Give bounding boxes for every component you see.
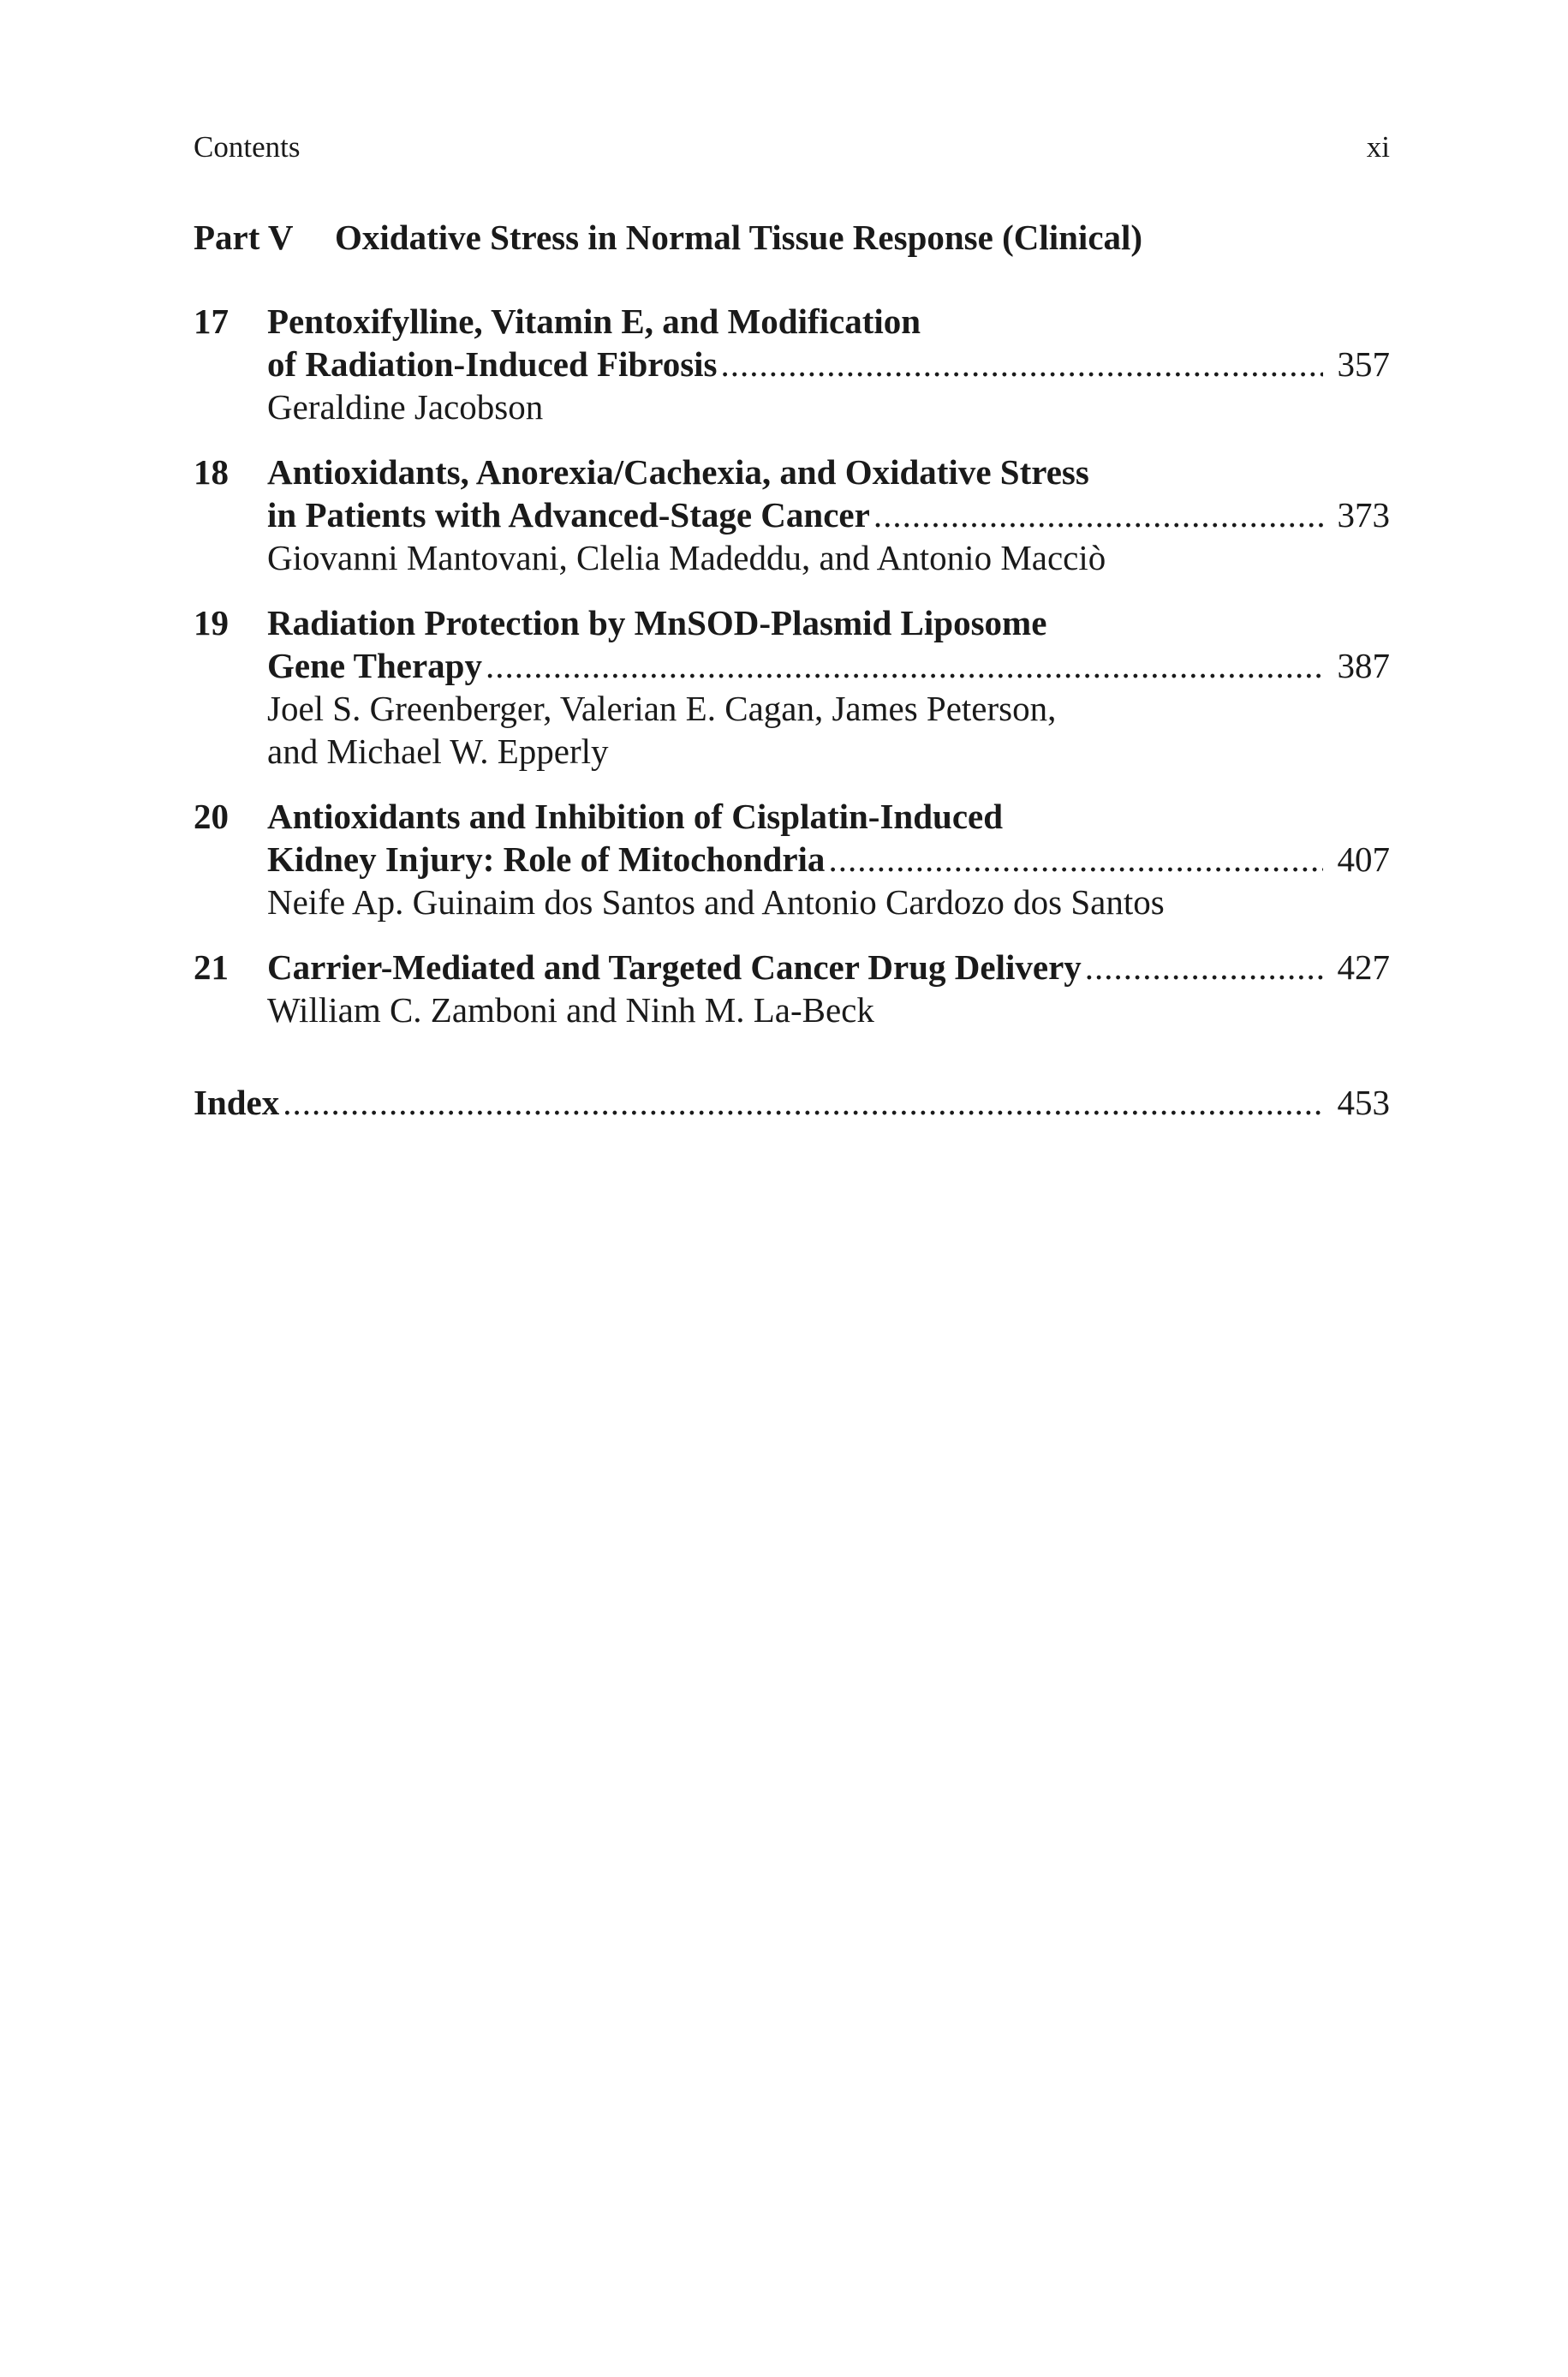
chapter-number: 20 xyxy=(194,797,229,836)
chapter-title-line-2 xyxy=(267,644,1390,687)
chapter-title-text: Kidney Injury: Role of Mitochondria xyxy=(267,839,826,879)
table-of-contents xyxy=(194,300,1390,1031)
chapter-title-text: Gene Therapy xyxy=(267,646,482,685)
chapter-authors: Geraldine Jacobson xyxy=(267,387,544,427)
chapter-number: 21 xyxy=(194,947,229,987)
chapter-number: 19 xyxy=(194,603,229,642)
dot-leader xyxy=(721,343,1323,385)
chapter-title-text: Carrier-Mediated and Targeted Cancer Drug Delivery xyxy=(267,947,1082,987)
chapter-page-number: 387 xyxy=(1337,646,1390,685)
toc-entry-19[interactable] xyxy=(194,601,1390,773)
toc-entry-17[interactable] xyxy=(194,300,1390,428)
page-number: xi xyxy=(1366,130,1390,164)
chapter-title-line-2 xyxy=(267,838,1390,881)
chapter-number: 17 xyxy=(194,302,229,341)
chapter-title-line-2 xyxy=(267,493,1390,536)
index-label: Index xyxy=(194,1083,280,1122)
chapter-authors: Giovanni Mantovani, Clelia Madeddu, and Antonio Macciò xyxy=(267,538,1106,577)
chapter-title-line-1: Radiation Protection by MnSOD-Plasmid Liposome xyxy=(267,603,1047,642)
toc-entry-21[interactable] xyxy=(194,946,1390,1031)
chapter-page-number: 357 xyxy=(1337,344,1390,384)
chapter-title-line-1: Antioxidants and Inhibition of Cisplatin-Induced xyxy=(267,797,1004,836)
index-line xyxy=(194,1081,1390,1124)
part-title: Oxidative Stress in Normal Tissue Response (Clinical) xyxy=(335,218,1143,257)
chapter-authors-continued: and Michael W. Epperly xyxy=(267,732,609,771)
part-heading xyxy=(194,216,1142,259)
index-page-number: 453 xyxy=(1337,1083,1390,1122)
chapter-title-text: in Patients with Advanced-Stage Cancer xyxy=(267,495,870,535)
dot-leader xyxy=(828,838,1323,881)
chapter-title-line-1: Antioxidants, Anorexia/Cachexia, and Oxidative Stress xyxy=(267,452,1089,492)
toc-entry-20[interactable] xyxy=(194,795,1390,923)
chapter-title-text: of Radiation-Induced Fibrosis xyxy=(267,344,718,384)
dot-leader xyxy=(873,493,1323,536)
running-head-title: Contents xyxy=(194,130,301,164)
chapter-page-number: 373 xyxy=(1337,495,1390,535)
chapter-authors: Neife Ap. Guinaim dos Santos and Antonio Cardozo dos Santos xyxy=(267,882,1165,922)
toc-entry-index[interactable] xyxy=(194,1081,1390,1124)
dot-leader xyxy=(1085,946,1323,988)
chapter-authors: William C. Zamboni and Ninh M. La-Beck xyxy=(267,990,874,1030)
chapter-number: 18 xyxy=(194,452,229,492)
chapter-page-number: 427 xyxy=(1337,947,1390,987)
dot-leader xyxy=(486,644,1323,687)
running-head xyxy=(194,126,1390,169)
chapter-page-number: 407 xyxy=(1337,839,1390,879)
chapter-title-line-2 xyxy=(267,343,1390,385)
chapter-title-line-1: Pentoxifylline, Vitamin E, and Modification xyxy=(267,302,921,341)
part-label: Part V xyxy=(194,218,294,257)
chapter-authors: Joel S. Greenberger, Valerian E. Cagan, James Peterson, xyxy=(267,689,1057,728)
chapter-title-line xyxy=(267,946,1390,988)
dot-leader xyxy=(283,1081,1323,1124)
toc-entry-18[interactable] xyxy=(194,451,1390,579)
